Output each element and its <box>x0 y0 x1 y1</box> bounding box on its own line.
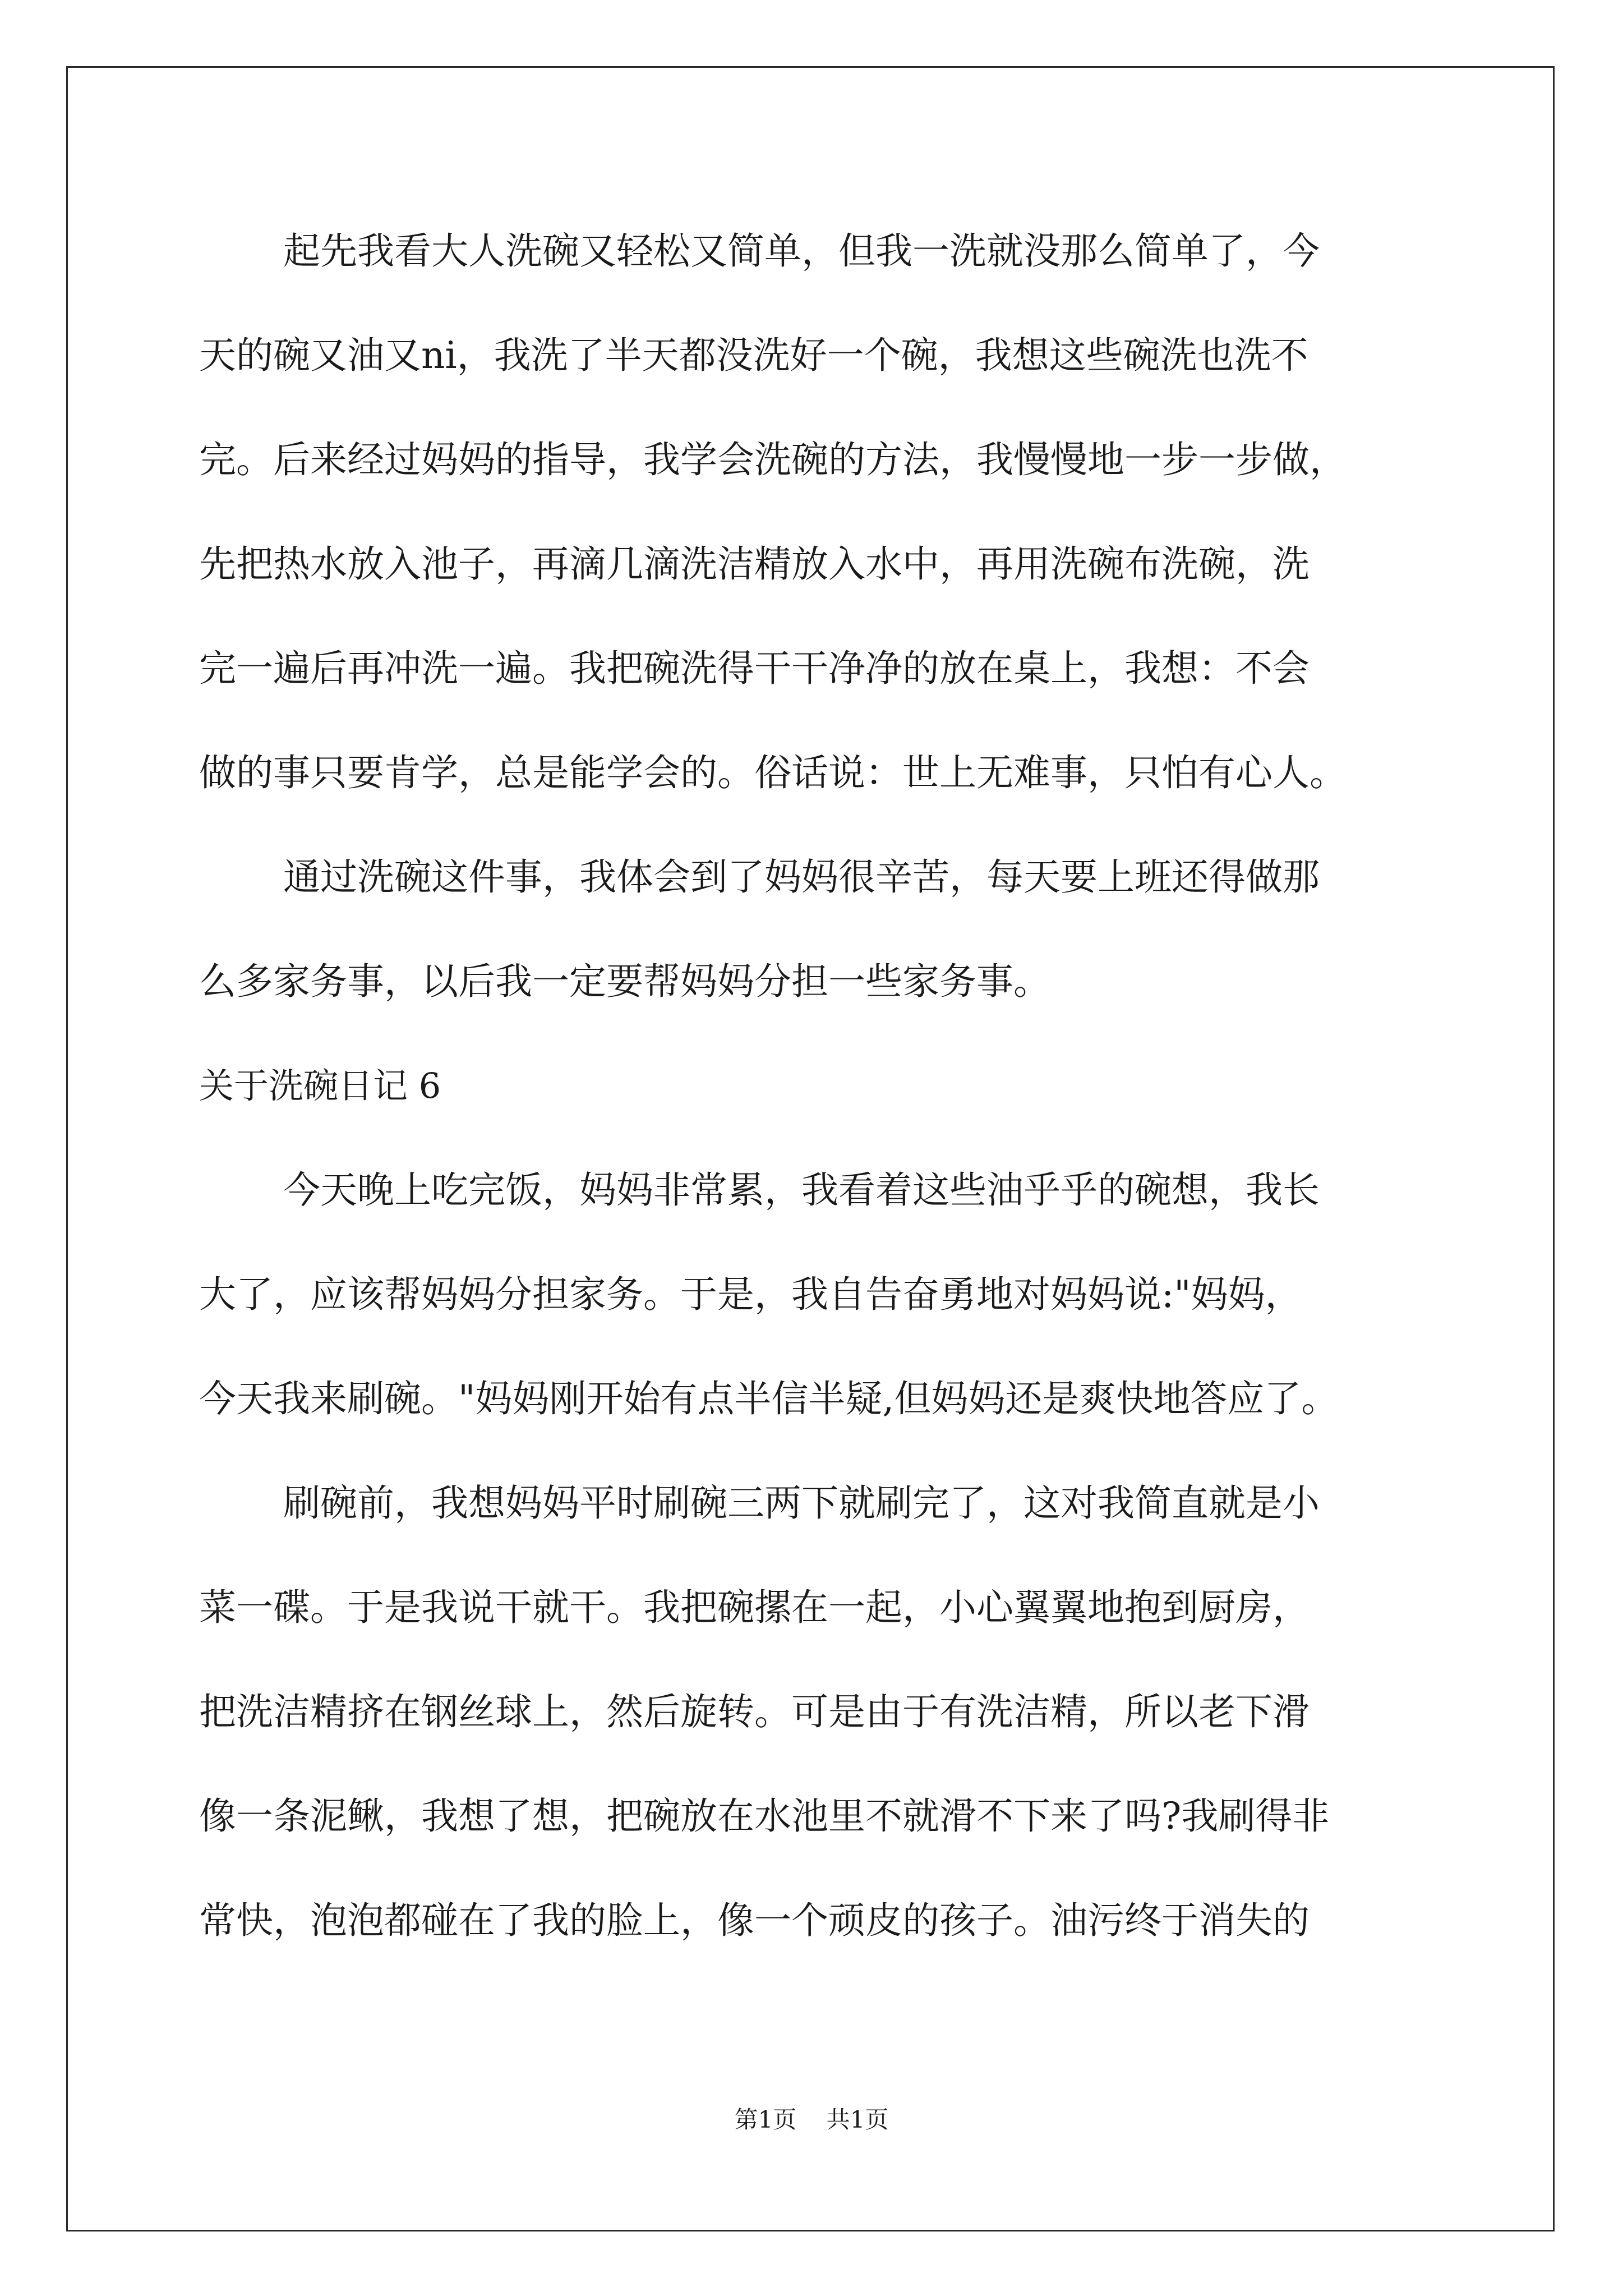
text-line: 刷碗前，我想妈妈平时刷碗三两下就刷完了，这对我简直就是小 <box>283 1481 1320 1525</box>
document-body <box>199 199 1433 1973</box>
text-line: 完。后来经过妈妈的指导，我学会洗碗的方法，我慢慢地一步一步做， <box>199 438 1347 481</box>
section-heading: 关于洗碗日记 6 <box>199 1065 441 1106</box>
text-line: 先把热水放入池子，再滴几滴洗洁精放入水中，再用洗碗布洗碗，洗 <box>199 542 1310 586</box>
text-line: 大了，应该帮妈妈分担家务。于是，我自告奋勇地对妈妈说:"妈妈， <box>199 1273 1302 1316</box>
paragraph <box>199 199 1433 825</box>
text-line: 今天我来刷碗。"妈妈刚开始有点半信半疑,但妈妈还是爽快地答应了。 <box>199 1377 1339 1420</box>
text-line: 把洗洁精挤在钢丝球上，然后旋转。可是由于有洗洁精，所以老下滑 <box>199 1690 1310 1733</box>
text-line: 么多家务事，以后我一定要帮妈妈分担一些家务事。 <box>199 960 1050 1003</box>
text-line: 常快，泡泡都碰在了我的脸上，像一个顽皮的孩子。油污终于消失的 <box>199 1899 1310 1942</box>
text-line: 今天晚上吃完饭，妈妈非常累，我看着这些油乎乎的碗想，我长 <box>283 1168 1320 1212</box>
text-line: 天的碗又油又ni，我洗了半天都没洗好一个碗，我想这些碗洗也洗不 <box>199 334 1308 377</box>
paragraph <box>199 1138 1433 1451</box>
text-line: 菜一碟。于是我说干就干。我把碗摞在一起，小心翼翼地抱到厨房， <box>199 1586 1310 1629</box>
text-line: 完一遍后再冲洗一遍。我把碗洗得干干净净的放在桌上，我想：不会 <box>199 647 1310 690</box>
text-line: 做的事只要肯学，总是能学会的。俗话说：世上无难事，只怕有心人。 <box>199 751 1347 794</box>
paragraph <box>199 1451 1433 1973</box>
text-line: 起先我看大人洗碗又轻松又简单，但我一洗就没那么简单了，今 <box>283 229 1320 273</box>
page-footer: 第1页 共1页 <box>734 2106 889 2133</box>
text-line: 通过洗碗这件事，我体会到了妈妈很辛苦，每天要上班还得做那 <box>283 855 1320 899</box>
text-line: 像一条泥鳅，我想了想，把碗放在水池里不就滑不下来了吗?我刷得非 <box>199 1795 1330 1838</box>
paragraph <box>199 825 1433 1034</box>
